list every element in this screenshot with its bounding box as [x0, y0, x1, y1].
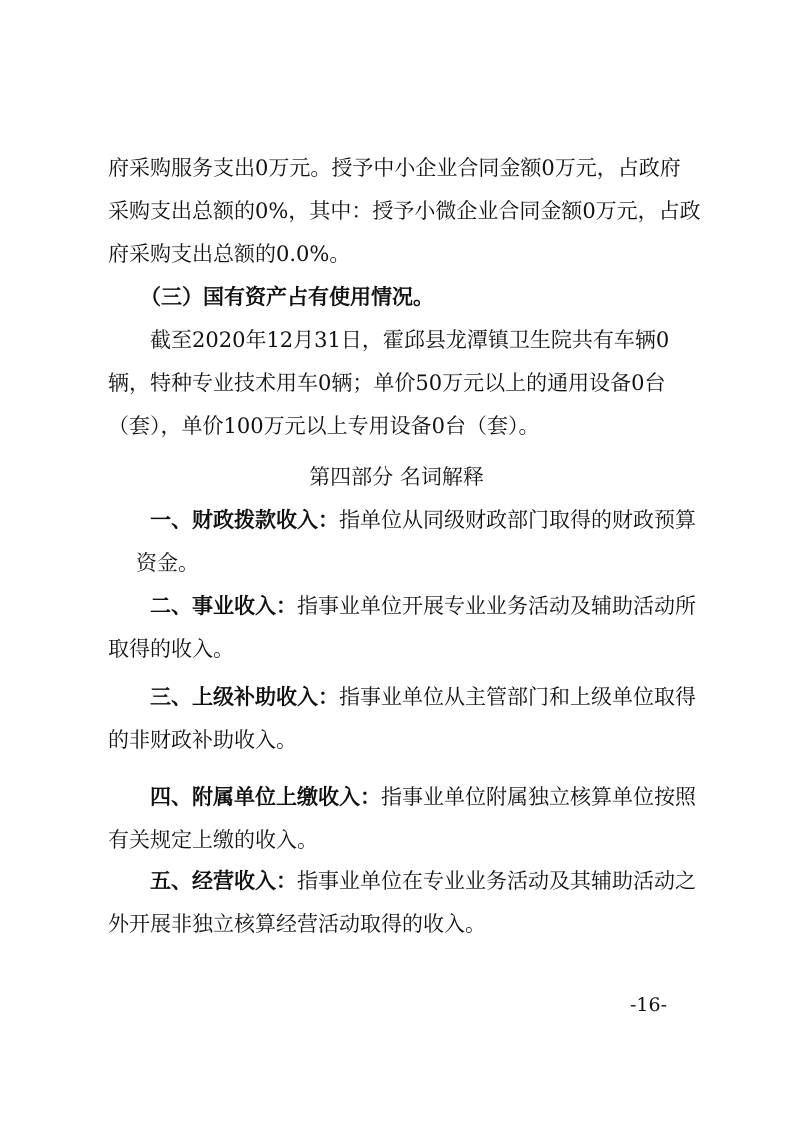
part4-title: 第四部分 名词解释 — [309, 465, 484, 489]
definition-1-term: 一、财政拨款收入： — [150, 508, 339, 532]
definition-1-line-2: 资金。 — [136, 551, 199, 575]
definition-2-line-2: 取得的收入。 — [108, 637, 234, 661]
definition-2-text: 指事业单位开展专业业务活动及辅助活动所 — [297, 594, 696, 618]
definition-5-term: 五、经营收入： — [150, 869, 297, 893]
procurement-line-3: 府采购支出总额的0.0%。 — [108, 242, 351, 266]
definition-4-line-1 — [150, 782, 696, 812]
definition-4-line-2: 有关规定上缴的收入。 — [108, 828, 318, 852]
definition-5-text: 指事业单位在专业业务活动及其辅助活动之 — [297, 869, 696, 893]
definition-2-line-1 — [150, 591, 696, 621]
procurement-line-1: 府采购服务支出0万元。授予中小企业合同金额0万元，占政府 — [108, 156, 681, 180]
page-number: -16- — [630, 994, 668, 1016]
definition-4-term: 四、附属单位上缴收入： — [150, 785, 381, 809]
definition-3-term: 三、上级补助收入： — [150, 685, 339, 709]
definition-5-line-2: 外开展非独立核算经营活动取得的收入。 — [108, 912, 486, 936]
definition-5-line-1 — [150, 866, 696, 896]
assets-line-2: 辆，特种专业技术用车0辆；单价50万元以上的通用设备0台 — [108, 371, 666, 395]
definition-1-line-1 — [150, 505, 696, 535]
assets-line-1: 截至2020年12月31日，霍邱县龙潭镇卫生院共有车辆0 — [150, 328, 670, 352]
definition-3-text: 指事业单位从主管部门和上级单位取得 — [339, 685, 696, 709]
assets-heading: （三）国有资产占有使用情况。 — [140, 285, 434, 309]
procurement-line-2: 采购支出总额的0%，其中：授予小微企业合同金额0万元，占政 — [108, 199, 701, 223]
definition-1-text: 指单位从同级财政部门取得的财政预算 — [339, 508, 696, 532]
definition-3-line-1 — [150, 682, 696, 712]
definition-4-text: 指事业单位附属独立核算单位按照 — [381, 785, 696, 809]
definition-2-term: 二、事业收入： — [150, 594, 297, 618]
definition-3-line-2: 的非财政补助收入。 — [108, 728, 297, 752]
assets-line-3: （套），单价100万元以上专用设备0台（套）。 — [108, 414, 540, 438]
